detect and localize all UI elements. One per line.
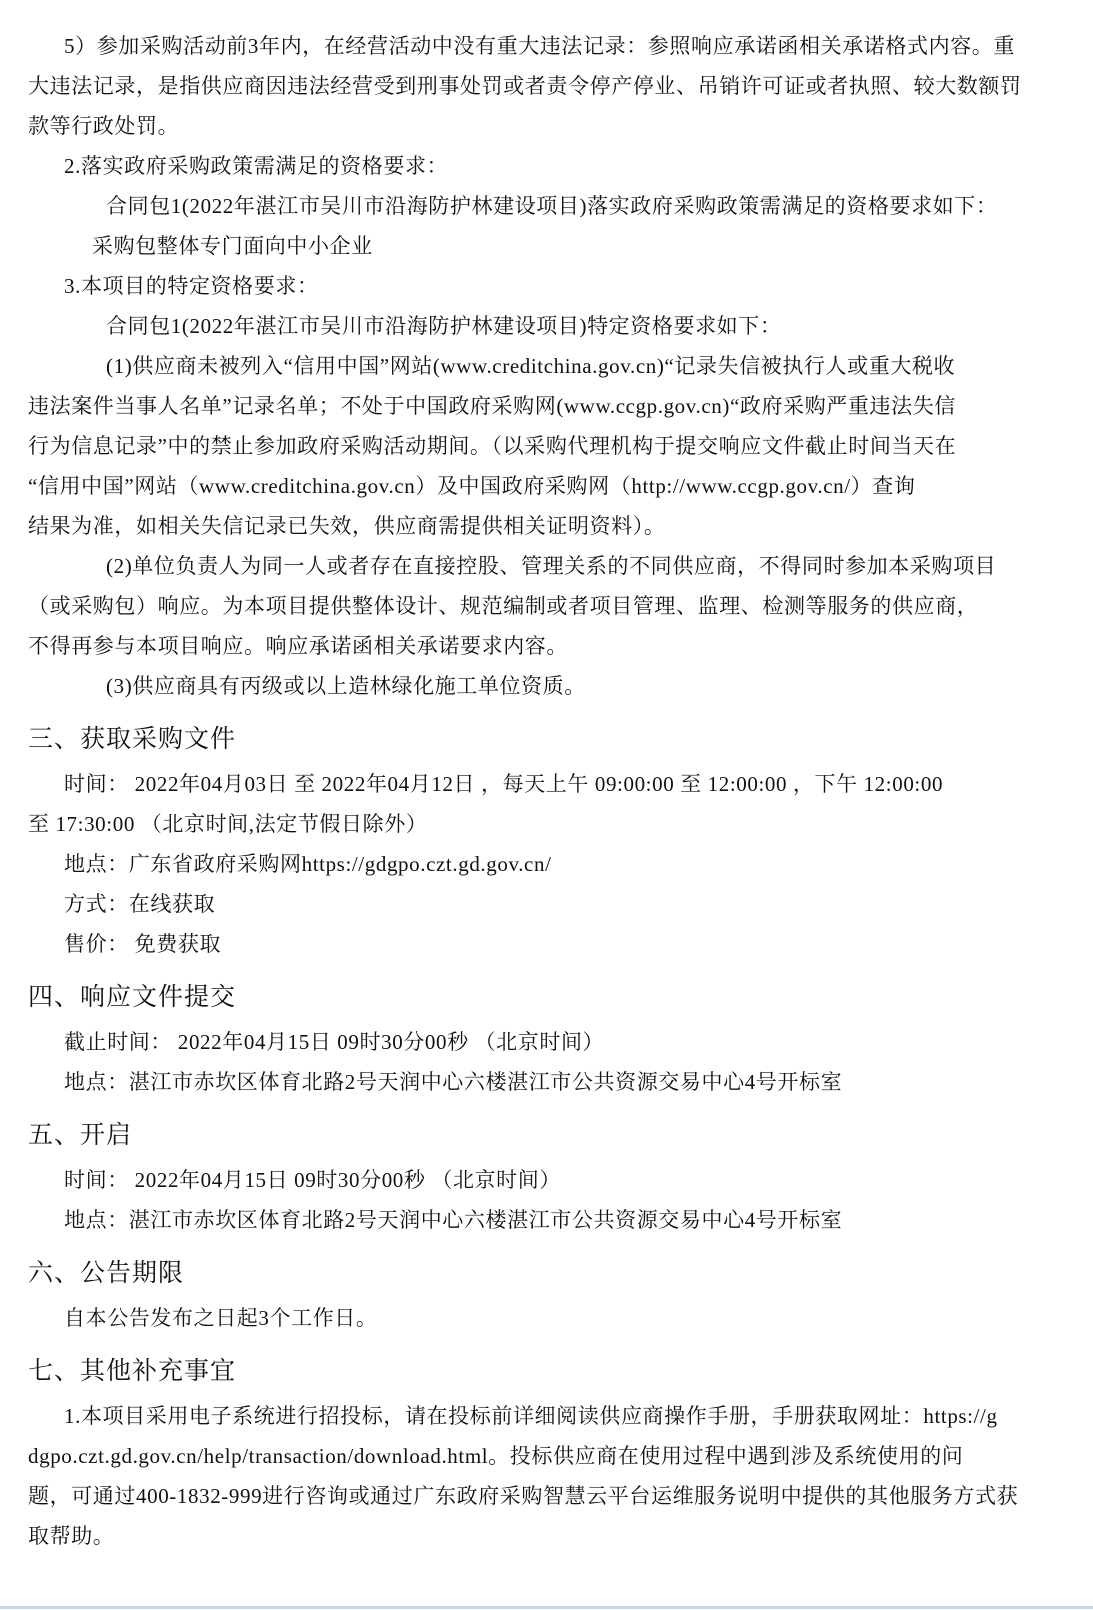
- doc-line-obtain-method: 方式：在线获取: [64, 892, 216, 916]
- heading-response-document-submission: 四、响应文件提交: [28, 984, 237, 1011]
- doc-line-obtain-price: 售价： 免费获取: [64, 932, 222, 956]
- doc-line: 取帮助。: [28, 1524, 115, 1548]
- page-bottom-divider: [0, 1606, 1093, 1609]
- doc-line-obtain-time: 时间： 2022年04月03日 至 2022年04月12日 ，每天上午 09:00:00 至 12:00:00 ，下午 12:00:00: [64, 772, 944, 796]
- doc-line: (2)单位负责人为同一人或者存在直接控股、管理关系的不同供应商，不得同时参加本采购项目: [106, 554, 997, 578]
- doc-line: 不得再参与本项目响应。响应承诺函相关承诺要求内容。: [28, 634, 568, 658]
- doc-line: 合同包1(2022年湛江市吴川市沿海防护林建设项目)特定资格要求如下：: [106, 314, 782, 338]
- doc-line-announcement-period: 自本公告发布之日起3个工作日。: [64, 1306, 378, 1330]
- heading-opening: 五、开启: [28, 1122, 133, 1149]
- doc-line: (1)供应商未被列入“信用中国”网站(www.creditchina.gov.cn)“记录失信被执行人或重大税收: [106, 354, 956, 378]
- doc-line: 采购包整体专门面向中小企业: [92, 234, 373, 258]
- doc-line: 1.本项目采用电子系统进行招投标，请在投标前详细阅读供应商操作手册，手册获取网址：https://g: [64, 1404, 998, 1428]
- doc-line: 款等行政处罚。: [28, 114, 180, 138]
- doc-line: （或采购包）响应。为本项目提供整体设计、规范编制或者项目管理、监理、检测等服务的供应商，: [28, 594, 979, 618]
- doc-line: dgpo.czt.gd.gov.cn/help/transaction/download.html。投标供应商在使用过程中遇到涉及系统使用的问: [28, 1444, 964, 1468]
- heading-announcement-period: 六、公告期限: [28, 1260, 185, 1287]
- doc-line: 5）参加采购活动前3年内，在经营活动中没有重大违法记录：参照响应承诺函相关承诺格式内容。重: [64, 34, 1015, 58]
- doc-line-opening-location: 地点：湛江市赤坎区体育北路2号天润中心六楼湛江市公共资源交易中心4号开标室: [64, 1208, 843, 1232]
- doc-line: (3)供应商具有丙级或以上造林绿化施工单位资质。: [106, 674, 586, 698]
- doc-line: 合同包1(2022年湛江市吴川市沿海防护林建设项目)落实政府采购政策需满足的资格要求如下：: [106, 194, 998, 218]
- doc-line: 题，可通过400-1832-999进行咨询或通过广东政府采购智慧云平台运维服务说明中提供的其他服务方式获: [28, 1484, 1019, 1508]
- doc-line: 行为信息记录”中的禁止参加政府采购活动期间。（以采购代理机构于提交响应文件截止时间当天在: [28, 434, 957, 458]
- doc-line-obtain-time-cont: 至 17:30:00 （北京时间,法定节假日除外）: [28, 812, 428, 836]
- heading-other-supplementary-matters: 七、其他补充事宜: [28, 1358, 237, 1385]
- doc-line-submission-deadline: 截止时间： 2022年04月15日 09时30分00秒 （北京时间）: [64, 1030, 605, 1054]
- doc-line-specific-requirements: 3.本项目的特定资格要求：: [64, 274, 319, 298]
- doc-line-policy-requirements: 2.落实政府采购政策需满足的资格要求：: [64, 154, 449, 178]
- doc-line-submission-location: 地点：湛江市赤坎区体育北路2号天润中心六楼湛江市公共资源交易中心4号开标室: [64, 1070, 843, 1094]
- doc-line: “信用中国”网站（www.creditchina.gov.cn）及中国政府采购网（http://www.ccgp.gov.cn/）查询: [28, 474, 916, 498]
- heading-obtain-procurement-documents: 三、获取采购文件: [28, 726, 237, 753]
- doc-line-opening-time: 时间： 2022年04月15日 09时30分00秒 （北京时间）: [64, 1168, 561, 1192]
- doc-line: 大违法记录，是指供应商因违法经营受到刑事处罚或者责令停产停业、吊销许可证或者执照、较大数额罚: [28, 74, 1022, 98]
- doc-line: 违法案件当事人名单”记录名单；不处于中国政府采购网(www.ccgp.gov.cn)“政府采购严重违法失信: [28, 394, 956, 418]
- doc-line-obtain-location: 地点：广东省政府采购网https://gdgpo.czt.gd.gov.cn/: [64, 852, 552, 876]
- doc-line: 结果为准，如相关失信记录已失效，供应商需提供相关证明资料）。: [28, 514, 666, 538]
